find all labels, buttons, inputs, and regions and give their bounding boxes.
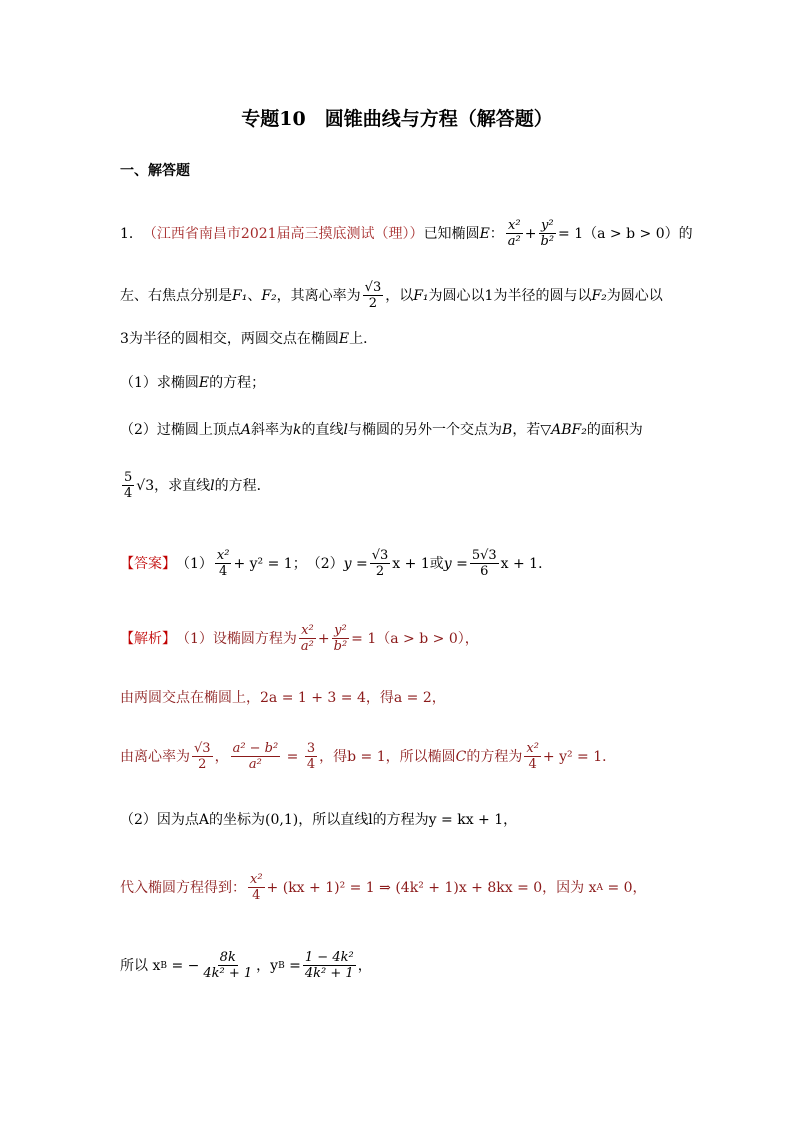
- answer-label: 【答案】: [120, 555, 176, 572]
- analysis-a5-a: 代入椭圆方程得到：: [120, 879, 246, 896]
- q2-text-g: ，求直线: [154, 477, 211, 494]
- q1-text: （1）求椭圆: [120, 375, 199, 391]
- analysis-a1-end: = 1（a > b > 0），: [351, 630, 479, 647]
- text-circle1: 为圆心以1为半径的圆与以: [428, 287, 592, 304]
- condition: （a > b > 0）的: [583, 225, 693, 242]
- y-equals: y =: [443, 555, 468, 572]
- problem-number: 1．: [120, 225, 143, 242]
- q2-text-a: （2）过椭圆上顶点: [120, 422, 241, 438]
- answer-x2: x + 1．: [500, 555, 553, 572]
- analysis-line-1: [120, 623, 479, 654]
- analysis-a6-e: ，: [357, 957, 372, 974]
- analysis-a5-b: + (kx + 1)² = 1 ⇒ (4k² + 1)x + 8kx = 0，因为 x: [266, 879, 597, 896]
- fraction-x2-a2: $\frac{\text{x²}}{\text{a²}}$: [300, 623, 314, 654]
- problem-line-2: [120, 280, 663, 311]
- analysis-line-2: [120, 688, 446, 708]
- y-equals: y =: [343, 555, 368, 572]
- question-2: [120, 420, 643, 440]
- line-l: l: [343, 422, 349, 438]
- point-a: A: [240, 422, 252, 438]
- answer-line: [120, 548, 552, 579]
- analysis-a6-a: 所以 x: [120, 957, 161, 974]
- ellipse-c: C: [455, 748, 467, 765]
- analysis-a1: （1）设椭圆方程为: [176, 630, 297, 647]
- answer-part1: （1）: [176, 555, 213, 572]
- problem-line-1: [120, 218, 693, 249]
- equals-one: = 1: [558, 225, 584, 242]
- q2-text-h: 的方程．: [214, 477, 271, 494]
- fraction-x2-4: $\frac{\text{x²}}{4}$: [216, 548, 230, 579]
- colon: ：: [489, 225, 504, 242]
- point-b: B: [502, 422, 513, 438]
- focus-f1: F₁: [232, 287, 248, 304]
- text-circle2: 为圆心以: [606, 287, 663, 304]
- fraction-5-4: $\frac{5}{4}$: [124, 470, 133, 501]
- focus-f2: F₂: [261, 287, 277, 304]
- fraction-x2-4: $\frac{\text{x²}}{4}$: [250, 872, 263, 903]
- analysis-a6-d: =: [289, 957, 301, 974]
- analysis-a2: 由两圆交点在椭圆上，2a = 1 + 3 = 4，得a = 2，: [120, 690, 446, 706]
- analysis-line-5: 代入椭圆方程得到： $\frac{\text{x²}}{4}$ + (kx + 1)² = 1 ⇒ (4k² + 1)x + 8kx = 0，因为 x A = 0，: [120, 872, 647, 903]
- fraction-8k: $\frac{8k}{\text{4k² + 1}}$: [203, 950, 253, 981]
- analysis-a3-a: 由离心率为: [120, 748, 190, 765]
- sqrt3: √3: [136, 477, 155, 494]
- question-2-line-2: [120, 470, 271, 501]
- ellipse-name: E: [198, 375, 210, 391]
- fraction-sqrt3-2: $\frac{√3}{2}$: [194, 741, 211, 772]
- q2-text-e: ，若: [512, 422, 541, 438]
- analysis-a3-b: ，: [214, 748, 229, 765]
- fraction-5sqrt3-6: $\frac{5√3}{6}$: [471, 548, 497, 579]
- analysis-a3-d: 的方程为: [466, 748, 523, 765]
- text-with: ，以: [385, 287, 414, 304]
- text-intersect: 3为半径的圆相交，两圆交点在椭圆: [120, 331, 339, 347]
- analysis-label: 【解析】: [120, 630, 176, 647]
- slope-k: k: [293, 422, 302, 438]
- q2-text-b: 斜率为: [251, 422, 294, 438]
- answer-eq1-rest: + y² = 1；: [233, 555, 307, 572]
- fraction-y2-b2: $\frac{\text{y²}}{\text{b²}}$: [540, 218, 555, 249]
- text-foci: 左、右焦点分别是: [120, 287, 232, 304]
- fraction-a2b2-a2: $\frac{\text{a² − b²}}{\text{a²}}$: [232, 741, 279, 772]
- section-header: 一、解答题: [120, 163, 190, 179]
- fraction-x2-4: $\frac{\text{x²}}{4}$: [526, 741, 539, 772]
- answer-part2: （2）: [306, 555, 344, 572]
- focus-f1: F₁: [413, 287, 429, 304]
- analysis-line-4: [120, 810, 517, 830]
- separator: 、: [247, 287, 262, 304]
- analysis-a5-c: = 0，: [607, 879, 647, 896]
- analysis-line-3: 由离心率为 $\frac{√3}{2}$ ， $\frac{\text{a² − b²}}{\text{a²}}$ = $\frac{3}{4}$ ，得b = 1，所以椭圆 C 的方程为 $\frac{\text{x²}}{4}$ + y² = 1．: [120, 741, 617, 772]
- q2-text-d: 与椭圆的另外一个交点为: [348, 422, 503, 438]
- stem-intro: 已知椭圆: [423, 225, 480, 242]
- problem-line-3: [120, 329, 377, 349]
- fraction-x2-a2: $\frac{\text{x²}}{\text{a²}}$: [507, 218, 521, 249]
- fraction-sqrt3-2: $\frac{√3}{2}$: [364, 280, 382, 311]
- fraction-3-4: $\frac{3}{4}$: [306, 741, 316, 772]
- line-l: l: [210, 477, 215, 494]
- problem-source: （江西省南昌市2021届高三摸底测试（理））: [142, 225, 424, 242]
- fraction-1m4k2: $\frac{\text{1 − 4k²}}{\text{4k² + 1}}$: [304, 950, 354, 981]
- analysis-line-6: 所以 x B = − $\frac{8k}{\text{4k² + 1}}$ ，y B = $\frac{\text{1 − 4k²}}{\text{4k² + 1}}$ ，: [120, 950, 372, 981]
- analysis-a3-c: ，得b = 1，所以椭圆: [319, 748, 456, 765]
- focus-f2: F₂: [591, 287, 607, 304]
- analysis-a3-e: + y² = 1．: [542, 748, 617, 765]
- text-eccentricity: ，其离心率为: [276, 287, 361, 304]
- plus-sign: +: [317, 630, 330, 647]
- q1-end: 的方程；: [209, 375, 266, 391]
- analysis-a4: （2）因为点A的坐标为(0,1)，所以直线l的方程为y = kx + 1，: [120, 812, 518, 828]
- analysis-a6-b: = −: [171, 957, 200, 974]
- ellipse-name: E: [479, 225, 490, 242]
- analysis-a6-c: ，y: [256, 957, 279, 974]
- plus-sign: +: [524, 225, 537, 242]
- text-on: 上．: [349, 331, 378, 347]
- q2-text-f: 的面积为: [586, 422, 643, 438]
- ellipse-name: E: [338, 331, 350, 347]
- fraction-y2-b2: $\frac{\text{y²}}{\text{b²}}$: [333, 623, 348, 654]
- q2-text-c: 的直线: [301, 422, 344, 438]
- question-1: [120, 373, 265, 393]
- answer-x1: x + 1或: [392, 555, 444, 572]
- page-title: 专题10 圆锥曲线与方程（解答题）: [241, 108, 553, 130]
- fraction-sqrt3-2: $\frac{√3}{2}$: [371, 548, 389, 579]
- triangle-abf2: ▽ABF₂: [540, 422, 587, 438]
